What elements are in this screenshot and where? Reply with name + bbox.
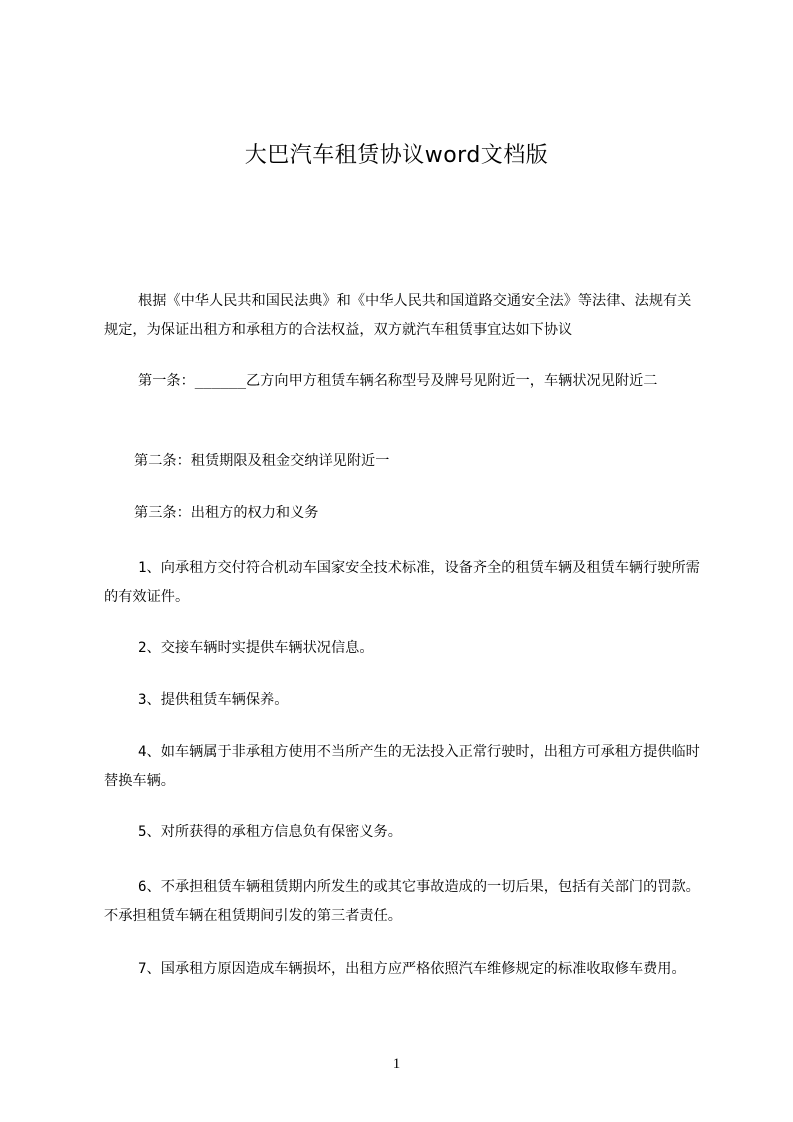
page-number: 1 xyxy=(392,1056,401,1072)
paragraph-item-7: 7、国承租方原因造成车辆损坏，出租方应严格依照汽车维修规定的标准收取修车费用。 xyxy=(138,961,686,977)
paragraph-item-6: 6、不承担租赁车辆租赁期内所发生的或其它事故造成的一切后果，包括有关部门的罚款。不承担租赁车辆在租赁期间引发的第三者责任。 xyxy=(104,879,700,924)
paragraph-item-5: 5、对所获得的承租方信息负有保密义务。 xyxy=(138,824,402,840)
paragraph-item-4: 4、如车辆属于非承租方使用不当所产生的无法投入正常行驶时，出租方可承租方提供临时替换车辆。 xyxy=(104,744,700,789)
paragraph-item-1: 1、向承租方交付符合机动车国家安全技术标准，设备齐全的租赁车辆及租赁车辆行驶所需的有效证件。 xyxy=(104,560,700,605)
paragraph-preamble: 根据《中华人民共和国民法典》和《中华人民共和国道路交通安全法》等法律、法规有关规定，为保证出租方和承租方的合法权益，双方就汽车租赁事宜达如下协议 xyxy=(104,293,692,338)
paragraph-item-3: 3、提供租赁车辆保养。 xyxy=(138,692,289,708)
paragraph-item-2: 2、交接车辆时实提供车辆状况信息。 xyxy=(138,640,374,656)
document-title: 大巴汽车租赁协议word文档版 xyxy=(244,143,549,168)
paragraph-article-2: 第二条：租赁期限及租金交纳详见附近一 xyxy=(134,453,390,469)
paragraph-article-3: 第三条：出租方的权力和义务 xyxy=(134,505,319,521)
paragraph-article-1: 第一条：______乙方向甲方租赁车辆名称型号及牌号见附近一，车辆状况见附近二 xyxy=(138,373,658,389)
